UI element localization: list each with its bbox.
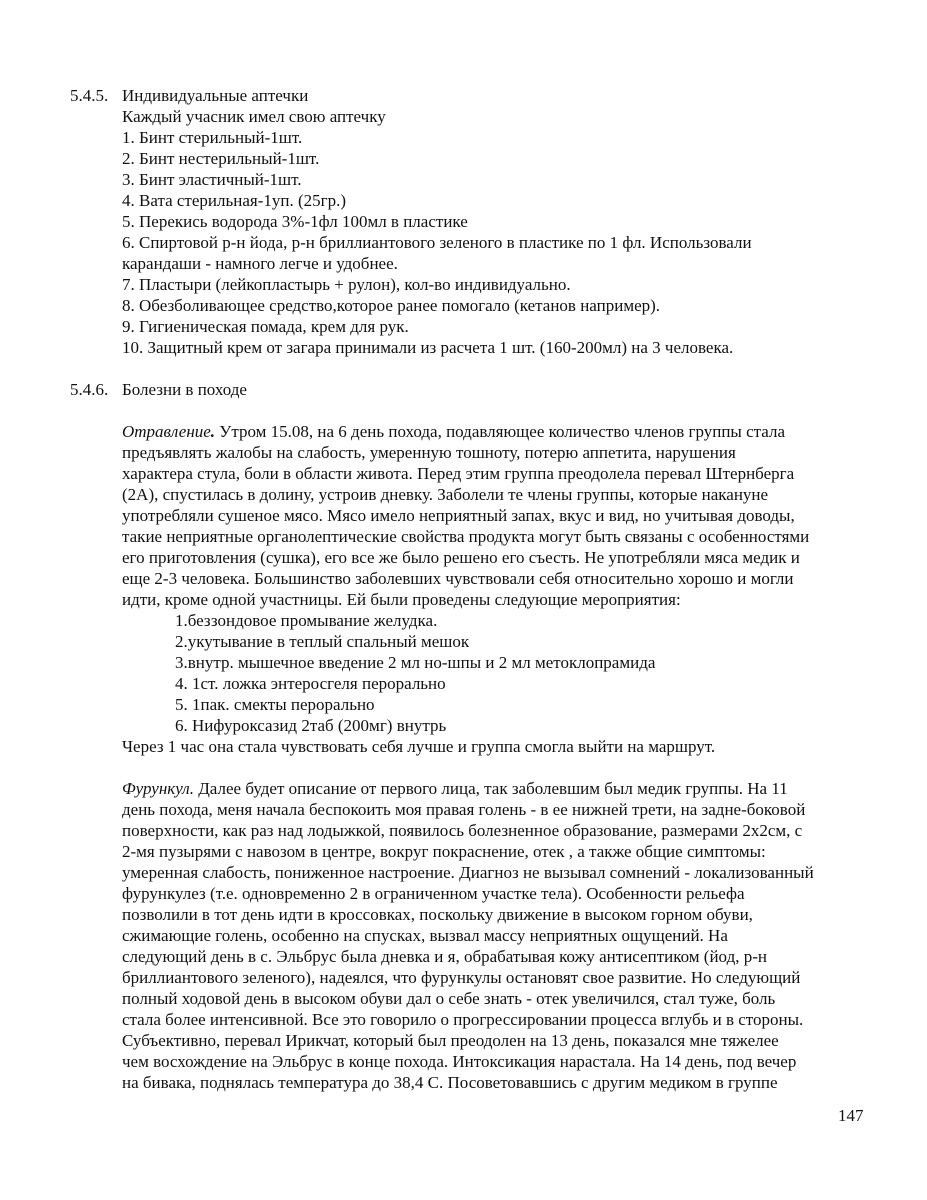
list-item: 8. Обезболивающее средство,которое ранее помогало (кетанов например). <box>122 296 661 315</box>
paragraph-line: день похода, меня начала беспокоить моя правая голень - в ее нижней трети, на задне-боковой <box>122 800 806 819</box>
paragraph-line: позволили в тот день идти в кроссовках, поскольку движение в высоком горном обуви, <box>122 905 753 924</box>
paragraph-line: его приготовления (сушка), его все же было решено его съесть. Не употребляли мяса медик и <box>122 548 800 567</box>
poisoning-heading: Отравление <box>122 422 211 441</box>
paragraph-line: еще 2-3 человека. Большинство заболевших чувствовали себя относительно хорошо и могли <box>122 569 794 588</box>
list-item: 3. Бинт эластичный-1шт. <box>122 170 302 189</box>
measure-item: 5. 1пак. смекты перорально <box>175 695 375 714</box>
paragraph-line <box>122 422 785 443</box>
section-number: 5.4.5. <box>70 86 109 105</box>
section-title: Болезни в походе <box>122 380 247 399</box>
paragraph-line: стала более интенсивной. Все это говорило о прогрессировании процесса вглубь и в стороны. <box>122 1010 804 1029</box>
list-item: 10. Защитный крем от загара принимали из расчета 1 шт. (160-200мл) на 3 человека. <box>122 338 734 357</box>
paragraph-line: Субъективно, перевал Ирикчат, который был преодолен на 13 день, показался мне тяжелее <box>122 1031 779 1050</box>
page-number: 147 <box>838 1106 864 1125</box>
paragraph-line: чем восхождение на Эльбрус в конце похода. Интоксикация нарастала. На 14 день, под вечер <box>122 1052 797 1071</box>
paragraph-line: характера стула, боли в области живота. Перед этим группа преодолела перевал Штернберга <box>122 464 795 483</box>
paragraph-line: на бивака, поднялась температура до 38,4 С. Посоветовавшись с другим медиком в группе <box>122 1073 778 1092</box>
paragraph-line: следующий день в с. Эльбрус была дневка и я, обрабатывая кожу антисептиком (йод, р-н <box>122 947 767 966</box>
list-item: 7. Пластыри (лейкопластырь + рулон), кол-во индивидуально. <box>122 275 571 294</box>
list-item: 2. Бинт нестерильный-1шт. <box>122 149 320 168</box>
list-item: 4. Вата стерильная-1уп. (25гр.) <box>122 191 346 210</box>
paragraph-line: поверхности, как раз над лодыжкой, появилось болезненное образование, размерами 2х2см, с <box>122 821 803 840</box>
paragraph-text: Далее будет описание от первого лица, так заболевшим был медик группы. На 11 <box>193 779 788 798</box>
measure-item: 4. 1ст. ложка энтеросгеля перорально <box>175 674 446 693</box>
paragraph-line <box>122 779 788 800</box>
paragraph-line: фурункулез (т.е. одновременно 2 в ограниченном участке тела). Особенности рельефа <box>122 884 745 903</box>
paragraph-text: Утром 15.08, на 6 день похода, подавляющее количество членов группы стала <box>215 422 785 441</box>
section-number: 5.4.6. <box>70 380 109 399</box>
poisoning-heading-dot: . <box>210 422 216 441</box>
list-item: 5. Перекись водорода 3%-1фл 100мл в пластике <box>122 212 468 231</box>
paragraph-line: идти, кроме одной участницы. Ей были проведены следующие мероприятия: <box>122 590 681 609</box>
paragraph-line: Через 1 час она стала чувствовать себя лучше и группа смогла выйти на маршрут. <box>122 737 716 756</box>
paragraph-line: 2-мя пузырями с навозом в центре, вокруг покраснение, отек , а также общие симптомы: <box>122 842 766 861</box>
paragraph-line: сжимающие голень, особенно на спусках, вызвал массу неприятных ощущений. На <box>122 926 728 945</box>
list-item-continuation: карандаши - намного легче и удобнее. <box>122 254 398 273</box>
measure-item: 3.внутр. мышечное введение 2 мл но-шпы и 2 мл метоклопрамида <box>175 653 656 672</box>
paragraph-line: предъявлять жалобы на слабость, умеренную тошноту, потерю аппетита, нарушения <box>122 443 736 462</box>
paragraph-line: полный ходовой день в высоком обуви дал о себе знать - отек увеличился, стал туже, боль <box>122 989 776 1008</box>
paragraph-line: употребляли сушеное мясо. Мясо имело неприятный запах, вкус и вид, но учитывая доводы, <box>122 506 795 525</box>
section-title: Индивидуальные аптечки <box>122 86 309 105</box>
paragraph-line: (2А), спустилась в долину, устроив дневку. Заболели те члены группы, которые накануне <box>122 485 769 504</box>
furuncle-heading: Фурункул. <box>122 779 194 798</box>
measure-item: 1.беззондовое промывание желудка. <box>175 611 438 630</box>
paragraph-line: бриллиантового зеленого), надеялся, что фурункулы остановят свое развитие. Но следующий <box>122 968 801 987</box>
paragraph-line: такие неприятные органолептические свойства продукта могут быть связаны с особенностями <box>122 527 810 546</box>
paragraph-line: умеренная слабость, пониженное настроение. Диагноз не вызывал сомнений - локализованный <box>122 863 814 882</box>
measure-item: 6. Нифуроксазид 2таб (200мг) внутрь <box>175 716 447 735</box>
section-intro: Каждый учасник имел свою аптечку <box>122 107 386 126</box>
list-item: 9. Гигиеническая помада, крем для рук. <box>122 317 409 336</box>
list-item: 1. Бинт стерильный-1шт. <box>122 128 303 147</box>
list-item: 6. Спиртовой р-н йода, р-н бриллиантового зеленого в пластике по 1 фл. Использовали <box>122 233 752 252</box>
measure-item: 2.укутывание в теплый спальный мешок <box>175 632 470 651</box>
